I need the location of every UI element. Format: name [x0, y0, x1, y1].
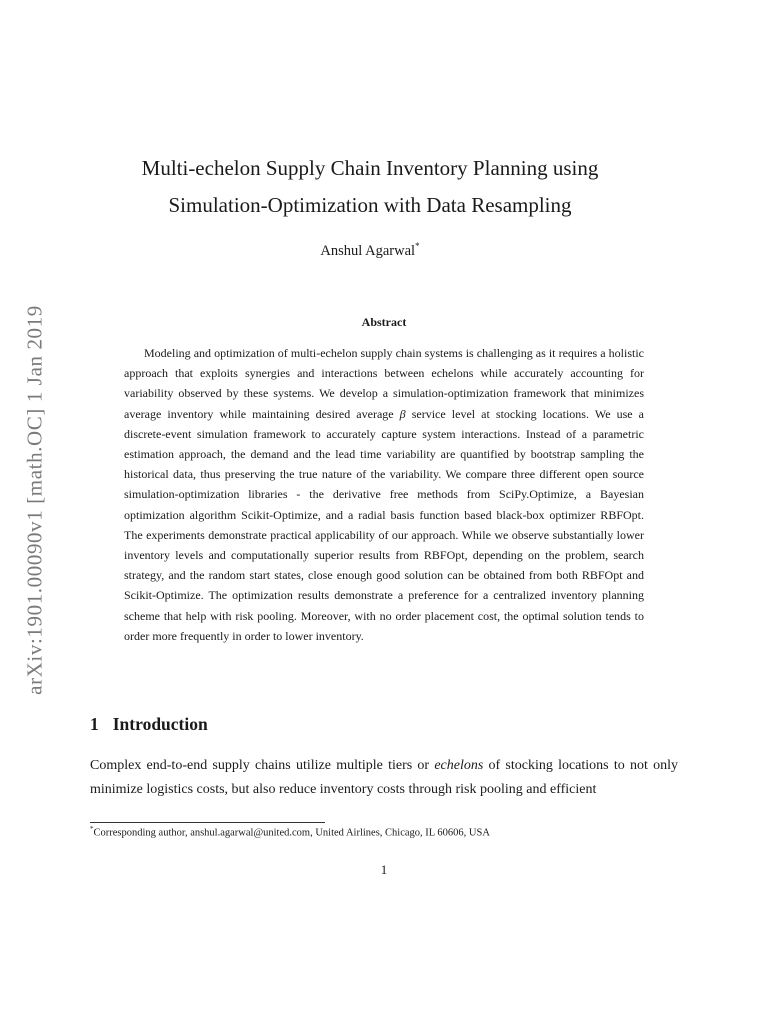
introduction-paragraph: [90, 754, 678, 801]
abstract-body: [124, 343, 644, 646]
page-number: 1: [380, 862, 388, 877]
intro-text-part-1: Complex end-to-end supply chains utilize multiple tiers or: [90, 758, 435, 773]
paper-title-line-2: Simulation-Optimization with Data Resampling: [168, 193, 572, 217]
intro-text-part-2: of stocking locations to not only minimize logistics costs, but also reduce inventory costs through risk pooling and efficient: [90, 758, 678, 797]
abstract-text-part-1: Modeling and optimization of multi-echelon supply chain systems is challenging as it requires a holistic approach that exploits synergies and interactions between echelons while accurately accounting for variability observed by these systems. We develop a simulation-optimization framework that minimizes average inventory while maintaining desired average: [124, 346, 644, 421]
section-number: 1: [90, 714, 99, 734]
section-title: Introduction: [112, 714, 208, 734]
paper-title-line-1: Multi-echelon Supply Chain Inventory Planning using: [141, 156, 599, 180]
footnote-text: Corresponding author, anshul.agarwal@united.com, United Airlines, Chicago, IL 60606, USA: [93, 827, 490, 839]
section-heading-introduction: [90, 714, 208, 735]
footnote: [90, 825, 490, 839]
author-name: Anshul Agarwal: [320, 242, 416, 259]
abstract-text-part-2: service level at stocking locations. We use a discrete-event simulation framework to accurately capture system interactions. Instead of a parametric estimation approach, the demand and the lead time variability are quantified by bootstrap sampling the historical data, thus preserving the true nature of the variability. We compare three different open source simulation-optimization libraries - the derivative free methods from SciPy.Optimize, a Bayesian optimization algorithm Scikit-Optimize, and a radial basis function based black-box optimizer RBFOpt. The experiments demonstrate practical applicability of our approach. While we observe substantially lower inventory levels and computationally superior results from RBFOpt, depending on the problem, search strategy, and the random start states, close enough good solution can be obtained from both RBFOpt and Scikit-Optimize. The optimization results demonstrate a preference for a centralized inventory planning scheme that help with risk pooling. Moreover, with no order placement cost, the optimal solution tends to order more frequently in order to lower inventory.: [124, 406, 644, 643]
abstract-heading: Abstract: [361, 315, 407, 329]
author-footnote-mark: *: [415, 241, 420, 251]
footnote-divider: [90, 822, 325, 823]
author-line: [90, 241, 650, 260]
beta-symbol: β: [399, 406, 406, 421]
intro-italic-term: echelons: [434, 758, 484, 773]
footnote-mark: *: [90, 825, 94, 833]
paper-title: [90, 150, 650, 224]
arxiv-identifier-stamp: arXiv:1901.00090v1 [math.OC] 1 Jan 2019: [22, 305, 47, 695]
